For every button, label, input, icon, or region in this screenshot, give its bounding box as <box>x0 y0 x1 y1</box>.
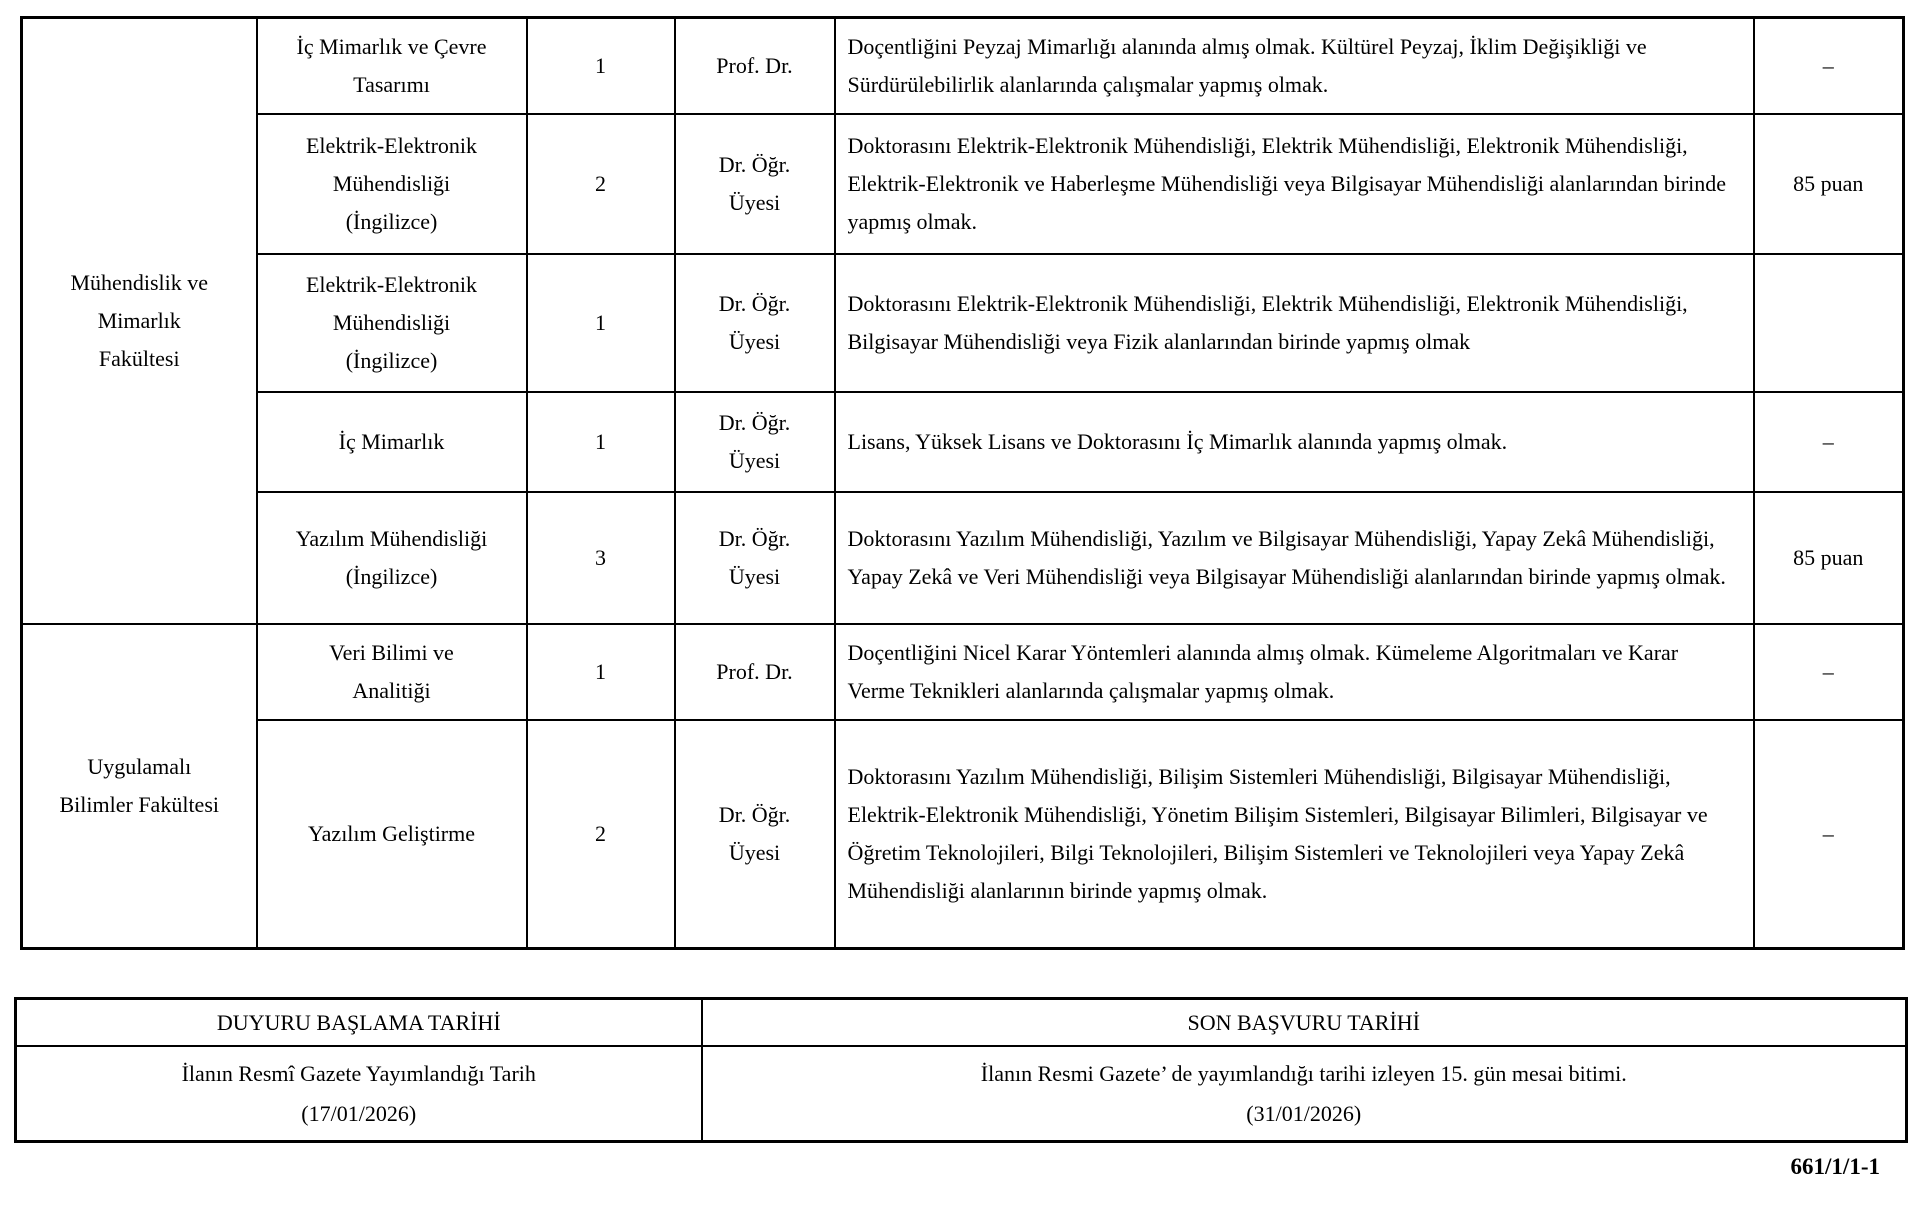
score-cell <box>1754 254 1904 392</box>
score-cell: – <box>1754 720 1904 949</box>
program-name-line: Elektrik-Elektronik <box>305 132 478 158</box>
requirement-cell: Lisans, Yüksek Lisans ve Doktorasını İç Mimarlık alanında yapmış olmak. <box>835 392 1754 492</box>
table-row <box>22 720 1904 949</box>
title-cell <box>675 114 835 254</box>
program-name-line: (İngilizce) <box>345 347 438 373</box>
announcement-start-header: DUYURU BAŞLAMA TARİHİ <box>16 999 702 1047</box>
faculty-name-line: Mimarlık <box>97 307 181 333</box>
title-cell <box>675 392 835 492</box>
program-name-line: Mühendisliği <box>332 309 451 335</box>
count-cell: 1 <box>527 254 675 392</box>
dates-value-row <box>16 1046 1907 1142</box>
count-cell: 3 <box>527 492 675 624</box>
academic-title-line: Prof. Dr. <box>716 658 793 684</box>
program-cell <box>257 114 527 254</box>
dates-header-row <box>16 999 1907 1047</box>
count-cell: 1 <box>527 392 675 492</box>
program-name-line: Yazılım Mühendisliği <box>295 525 488 551</box>
requirement-cell: Doktorasını Elektrik-Elektronik Mühendisliği, Elektrik Mühendisliği, Elektronik Mühendisliği, Bilgisayar Mühendisliği veya Fizik alanlarından birinde yapmış olmak <box>835 254 1754 392</box>
announcement-start-value <box>16 1046 702 1142</box>
program-name-line: Mühendisliği <box>332 170 451 196</box>
program-name-line: Yazılım Geliştirme <box>307 820 476 846</box>
program-cell <box>257 254 527 392</box>
academic-title-line: Prof. Dr. <box>716 52 793 78</box>
academic-title-line: Üyesi <box>728 563 781 589</box>
requirement-cell: Doçentliğini Peyzaj Mimarlığı alanında almış olmak. Kültürel Peyzaj, İklim Değişikliği ve Sürdürülebilirlik alanlarında çalışmalar yapmış olmak. <box>835 18 1754 114</box>
announcement-start-date: (17/01/2026) <box>301 1100 417 1126</box>
academic-title-line: Üyesi <box>728 839 781 865</box>
score-cell: – <box>1754 18 1904 114</box>
faculty-name-line: Fakültesi <box>98 345 180 371</box>
program-name-line: Elektrik-Elektronik <box>305 271 478 297</box>
title-cell <box>675 492 835 624</box>
program-name-line: Analitiği <box>352 677 431 703</box>
faculty-cell <box>22 624 257 949</box>
count-cell: 1 <box>527 624 675 720</box>
announcement-start-line: İlanın Resmî Gazete Yayımlandığı Tarih <box>181 1060 536 1086</box>
score-cell: – <box>1754 392 1904 492</box>
title-cell <box>675 624 835 720</box>
faculty-name-line: Mühendislik ve <box>70 269 208 295</box>
program-name-line: Tasarımı <box>353 71 430 97</box>
table-row <box>22 392 1904 492</box>
program-cell <box>257 492 527 624</box>
score-cell: – <box>1754 624 1904 720</box>
title-cell <box>675 720 835 949</box>
dates-table <box>14 997 1908 1143</box>
requirement-cell: Doktorasını Elektrik-Elektronik Mühendisliği, Elektrik Mühendisliği, Elektronik Mühendisliği, Elektrik-Elektronik ve Haberleşme Mühendisliği veya Bilgisayar Mühendisliği alanlarından birinde yapmış olmak. <box>835 114 1754 254</box>
application-deadline-line: İlanın Resmi Gazete’ de yayımlandığı tarihi izleyen 15. gün mesai bitimi. <box>980 1060 1627 1086</box>
program-cell <box>257 720 527 949</box>
table-row <box>22 254 1904 392</box>
program-name-line: (İngilizce) <box>345 208 438 234</box>
table-row <box>22 114 1904 254</box>
positions-table <box>20 16 1905 950</box>
title-cell <box>675 18 835 114</box>
program-cell <box>257 624 527 720</box>
program-name-line: Veri Bilimi ve <box>329 639 454 665</box>
table-row <box>22 18 1904 114</box>
faculty-name-line: Uygulamalı <box>87 753 192 779</box>
gazette-reference-number: 661/1/1-1 <box>1790 1154 1880 1179</box>
faculty-cell <box>22 18 257 624</box>
program-name-line: İç Mimarlık ve Çevre <box>296 33 487 59</box>
faculty-name-line: Bilimler Fakültesi <box>59 791 219 817</box>
program-name-line: İç Mimarlık <box>338 428 445 454</box>
title-cell <box>675 254 835 392</box>
requirement-cell: Doktorasını Yazılım Mühendisliği, Bilişim Sistemleri Mühendisliği, Bilgisayar Mühendisliği, Elektrik-Elektronik Mühendisliği, Yönetim Bilişim Sistemleri, Bilgisayar Bilimleri, Bilgisayar ve Öğretim Teknolojileri, Bilgi Teknolojileri, Bilişim Sistemleri ve Teknolojileri veya Yapay Zekâ Mühendisliği alanlarının birinde yapmış olmak. <box>835 720 1754 949</box>
score-cell: 85 puan <box>1754 114 1904 254</box>
academic-title-line: Dr. Öğr. <box>718 801 791 827</box>
application-deadline-value <box>702 1046 1907 1142</box>
application-deadline-date: (31/01/2026) <box>1246 1100 1362 1126</box>
academic-title-line: Üyesi <box>728 447 781 473</box>
requirement-cell: Doktorasını Yazılım Mühendisliği, Yazılım ve Bilgisayar Mühendisliği, Yapay Zekâ Mühendisliği, Yapay Zekâ ve Veri Mühendisliği veya Bilgisayar Mühendisliği alanlarından birinde yapmış olmak. <box>835 492 1754 624</box>
table-row <box>22 492 1904 624</box>
academic-title-line: Dr. Öğr. <box>718 409 791 435</box>
table-row <box>22 624 1904 720</box>
academic-title-line: Dr. Öğr. <box>718 290 791 316</box>
count-cell: 2 <box>527 720 675 949</box>
program-cell <box>257 18 527 114</box>
count-cell: 2 <box>527 114 675 254</box>
application-deadline-header: SON BAŞVURU TARİHİ <box>702 999 1907 1047</box>
requirement-cell: Doçentliğini Nicel Karar Yöntemleri alanında almış olmak. Kümeleme Algoritmaları ve Karar Verme Teknikleri alanlarında çalışmalar yapmış olmak. <box>835 624 1754 720</box>
academic-title-line: Dr. Öğr. <box>718 525 791 551</box>
academic-title-line: Dr. Öğr. <box>718 151 791 177</box>
count-cell: 1 <box>527 18 675 114</box>
academic-title-line: Üyesi <box>728 328 781 354</box>
program-cell <box>257 392 527 492</box>
program-name-line: (İngilizce) <box>345 563 438 589</box>
score-cell: 85 puan <box>1754 492 1904 624</box>
academic-title-line: Üyesi <box>728 189 781 215</box>
